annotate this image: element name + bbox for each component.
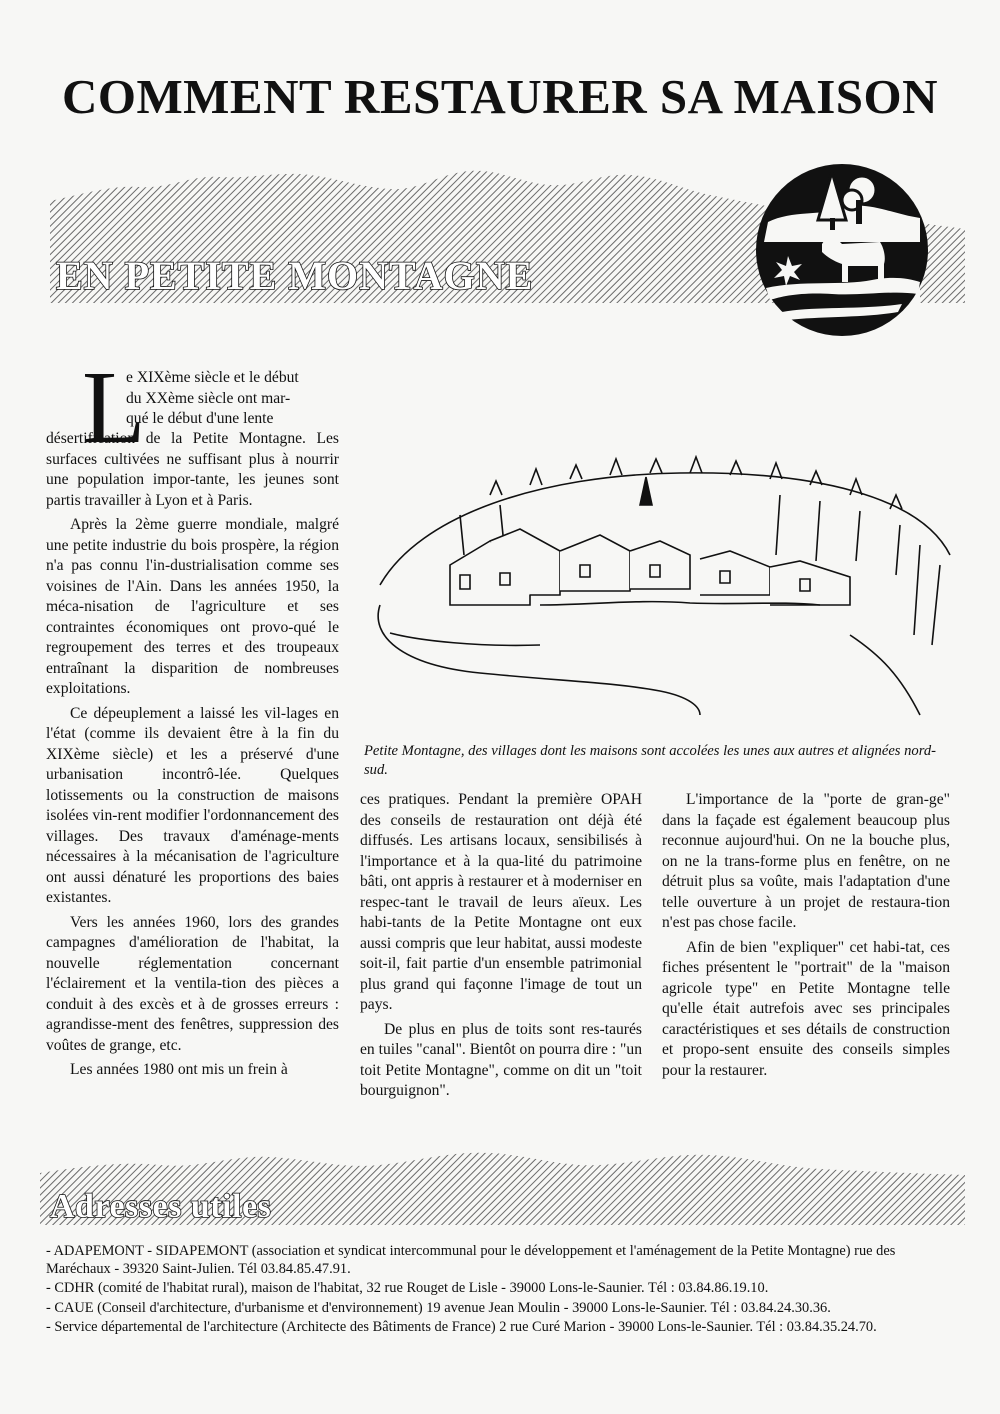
image-caption: Petite Montagne, des villages dont les maisons sont accolées les unes aux autres et alignées nord-sud. xyxy=(364,743,937,778)
addresses-heading: Adresses utiles xyxy=(50,1188,272,1225)
text-column-2 xyxy=(360,790,642,1102)
intro-lines xyxy=(126,368,339,430)
village-sketch-illustration xyxy=(360,455,960,745)
drop-cap: L xyxy=(82,350,146,465)
paragraph: Les années 1980 ont mis un frein à xyxy=(70,1061,288,1078)
address-item: - ADAPEMONT - SIDAPEMONT (association et syndicat intercommunal pour le développement et l'aménagement de la Petite Montagne) rue des Maréchaux - 39320 Saint-Julien. Tél 03.84.85.47.91. xyxy=(46,1243,896,1277)
address-item: - CDHR (comité de l'habitat rural), maison de l'habitat, 32 rue Rouget de Lisle - 39000 Lons-le-Saunier. Tél : 03.84.86.19.10. xyxy=(46,1280,769,1296)
paragraph: L'importance de la "porte de gran-ge" dans la façade est également beaucoup plus reconnue aujourd'hui. On ne la bouche plus, on ne la trans-forme plus en fenêtre, on ne détruit plus sa voûte, mais l'adaptation d'une telle ouverture à un projet de restaura-tion n'est pas chose facile. xyxy=(662,791,950,931)
paragraph: Vers les années 1960, lors des grandes campagnes d'amélioration de l'habitat, la nouvelle réglementation concernant l'éclairement et la ventila-tion des pièces a conduit à des excès et à de grosses erreurs : agrandisse-ment des fenêtres, suppression des voûtes de grange, etc. xyxy=(46,913,339,1054)
paragraph: désertification de la Petite Montagne. Les surfaces cultivées ne suffisant plus à nourrir une population impor-tante, les jeunes sont partis travailler à Lyon et à Paris. xyxy=(46,430,339,509)
paragraph: Ce dépeuplement a laissé les vil-lages en l'état (comme ils devaient être à la fin du XIXème siècle) et les a préservé d'une urbanisation incontrô-lée. Quelques lotissements ou la construction de maisons isolées vin-rent modifier l'ordonnancement des villages. Des travaux d'aménage-ments nécessaires à la mécanisation de l'agriculture ont aussi dénaturé les proportions des baies existantes. xyxy=(46,704,339,906)
addresses-list xyxy=(46,1243,956,1339)
intro-line: du XXème siècle ont mar- xyxy=(126,389,291,407)
paragraph: Afin de bien "expliquer" cet habi-tat, ces fiches présentent le "portrait" de la "maison agricole type" en Petite Montagne telle qu'elle était autrefois avec ses principales caractéristiques et ses détails de construction et propo-sent ensuite des conseils simples pour la restaurer. xyxy=(662,938,950,1079)
page-title: COMMENT RESTAURER SA MAISON xyxy=(61,69,939,124)
intro-line: e XIXème siècle et le début xyxy=(126,369,299,386)
address-item: - Service départemental de l'architecture (Architecte des Bâtiments de France) 2 rue Curé Marion - 39000 Lons-le-Saunier. Tél : 03.84.35.24.70. xyxy=(46,1319,877,1335)
address-item: - CAUE (Conseil d'architecture, d'urbanisme et d'environnement) 19 avenue Jean Moulin - 39000 Lons-le-Saunier. Tél : 03.84.24.30.36. xyxy=(46,1299,831,1316)
mountain-village-cow-icon xyxy=(752,160,932,340)
section-heading: EN PETITE MONTAGNE xyxy=(56,253,534,298)
text-column-1 xyxy=(46,429,339,1081)
text-column-3 xyxy=(662,790,950,1081)
paragraph: ces pratiques. Pendant la première OPAH des conseils de restauration ont déjà été diffusés. Les artisans locaux, sensibilisés à l'importance et à la qua-lité du patrimoine bâti, ont appris à restaurer et à moderniser en respec-tant le travail de leurs aïeux. Les habi-tants de la Petite Montagne ont eux aussi compris que leur habitat, aussi modeste soit-il, fait partie d'un ensemble patrimonial plus grand qui façonne l'image de tout un pays. xyxy=(360,791,642,1013)
paragraph: Après la 2ème guerre mondiale, malgré une petite industrie du bois prospère, la région n'a pas connu l'in-dustrialisation comme ses voisines de l'Ain. Dans les années 1950, la méca-nisation de l'agriculture et ses contraintes économiques ont provo-qué le regroupement des terres et des troupeaux entraînant la disparition de nombreuses exploitations. xyxy=(46,516,339,697)
intro-line: qué le début d'une lente xyxy=(126,410,274,427)
paragraph: De plus en plus de toits sont res-taurés en tuiles "canal". Bientôt on pourra dire : "un toit Petite Montagne", comme on dit un "toit bourguignon". xyxy=(360,1020,642,1099)
